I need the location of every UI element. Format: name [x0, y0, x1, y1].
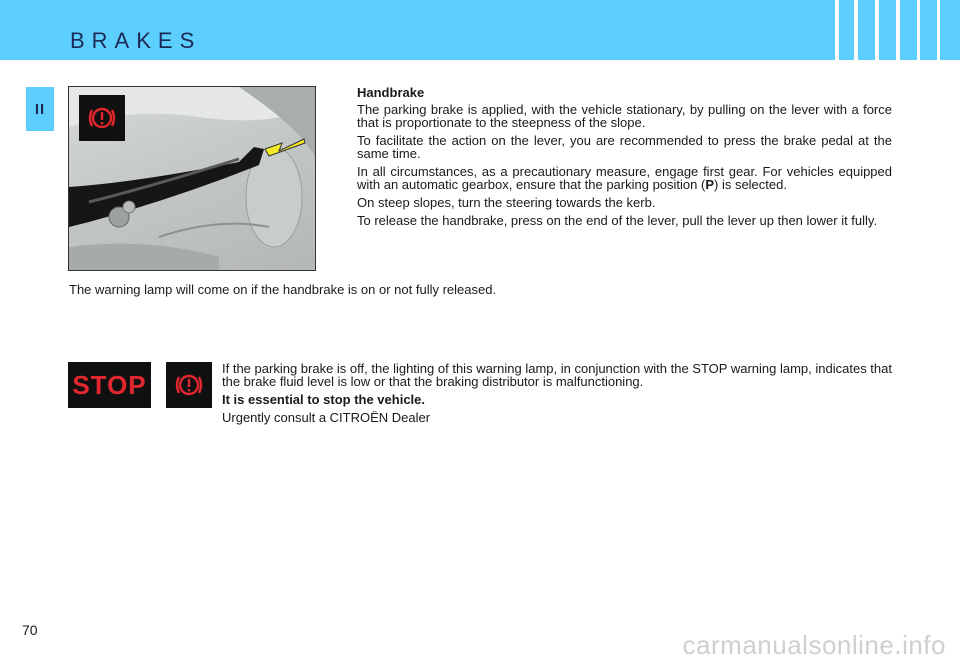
handbrake-section	[357, 86, 892, 232]
stop-warning-icon	[68, 362, 151, 408]
page-number: 70	[22, 622, 38, 638]
paragraph: The parking brake is applied, with the vehicle stationary, by pulling on the lever with a force that is proportionate to the steepness of the slope.	[357, 102, 892, 130]
brake-warning-icon	[166, 362, 212, 408]
brake-fluid-warning	[222, 362, 892, 429]
paragraph: If the parking brake is off, the lighting of this warning lamp, in conjunction with the STOP warning lamp, indicates that the brake fluid level is low or that the braking distributor is malfunctioning.	[222, 361, 892, 389]
warning-note: The warning lamp will come on if the handbrake is on or not fully released.	[69, 282, 497, 297]
paragraph: In all circumstances, as a precautionary measure, engage first gear. For vehicles equipped with an automatic gearbox, ensure that the parking position (P) is selected.	[357, 164, 892, 192]
page-title: BRAKES	[70, 28, 202, 53]
paragraph: To facilitate the action on the lever, you are recommended to press the brake pedal at the same time.	[357, 133, 892, 161]
chapter-tab[interactable]: II	[26, 87, 54, 131]
handbrake-photo	[68, 86, 316, 271]
emphasis-text: It is essential to stop the vehicle.	[222, 392, 426, 407]
paragraph: Urgently consult a CITROËN Dealer	[222, 410, 431, 425]
header-stripes	[835, 0, 960, 60]
section-heading: Handbrake	[357, 85, 425, 100]
stop-label: STOP	[72, 369, 147, 400]
paragraph: On steep slopes, turn the steering towards the kerb.	[357, 195, 656, 210]
paragraph: To release the handbrake, press on the end of the lever, pull the lever up then lower it fully.	[357, 213, 878, 228]
header-band	[0, 0, 960, 60]
brake-warning-icon	[79, 95, 125, 141]
watermark: carmanualsonline.info	[682, 630, 946, 660]
